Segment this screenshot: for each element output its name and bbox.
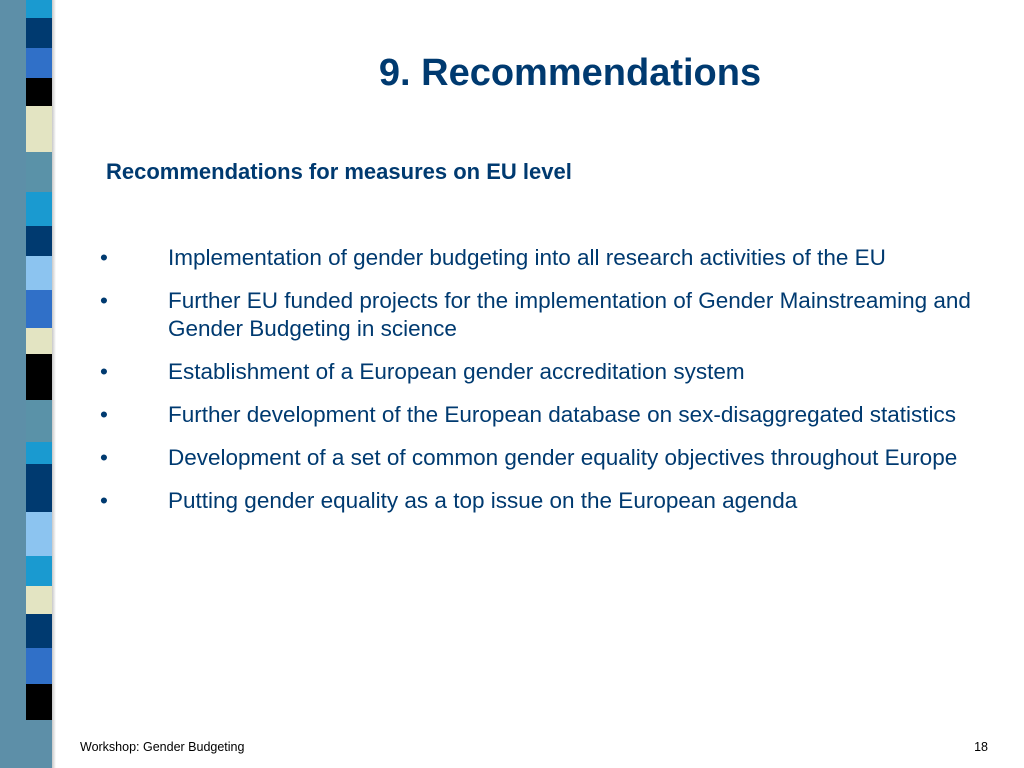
footer-workshop-label: Workshop: Gender Budgeting [80,740,245,754]
bullet-item [98,487,978,515]
band-block [26,614,52,648]
band-block [26,400,52,442]
band-block [26,354,52,400]
bullet-item [98,244,978,272]
side-band-shadow [52,0,56,768]
slide-subtitle: Recommendations for measures on EU level [106,159,572,184]
decorative-side-band [0,0,56,768]
band-block [26,290,52,328]
bullet-text: Establishment of a European gender accreditation system [168,359,745,384]
band-block [26,152,52,192]
bullet-text: Development of a set of common gender equality objectives throughout Europe [168,445,958,470]
bullet-icon: • [100,488,108,513]
bullet-text: Putting gender equality as a top issue on the European agenda [168,488,798,513]
bullet-item [98,287,978,343]
slide-title: 9. Recommendations [378,52,762,94]
band-block [26,192,52,226]
band-block [26,18,52,48]
bullet-item [98,401,978,429]
band-block [26,328,52,354]
band-block [26,648,52,684]
bullet-icon: • [100,445,108,470]
bullet-text: Further EU funded projects for the implementation of Gender Mainstreaming and Gender Budgeting in science [168,288,971,341]
bullet-icon: • [100,288,108,313]
band-block [26,78,52,106]
band-block [26,442,52,464]
bullet-item [98,444,978,472]
band-block [26,256,52,290]
band-block [26,106,52,152]
bullet-list [98,244,978,530]
band-block [26,48,52,78]
bullet-icon: • [100,245,108,270]
band-block [26,586,52,614]
band-block [26,226,52,256]
page-number: 18 [974,740,988,754]
band-block [26,684,52,720]
side-band-blocks [26,0,52,768]
band-block [26,512,52,556]
band-block [26,556,52,586]
bullet-text: Implementation of gender budgeting into all research activities of the EU [168,245,886,270]
band-block [26,0,52,18]
bullet-icon: • [100,402,108,427]
bullet-item [98,358,978,386]
bullet-icon: • [100,359,108,384]
band-block [26,464,52,512]
bullet-text: Further development of the European database on sex-disaggregated statistics [168,402,956,427]
